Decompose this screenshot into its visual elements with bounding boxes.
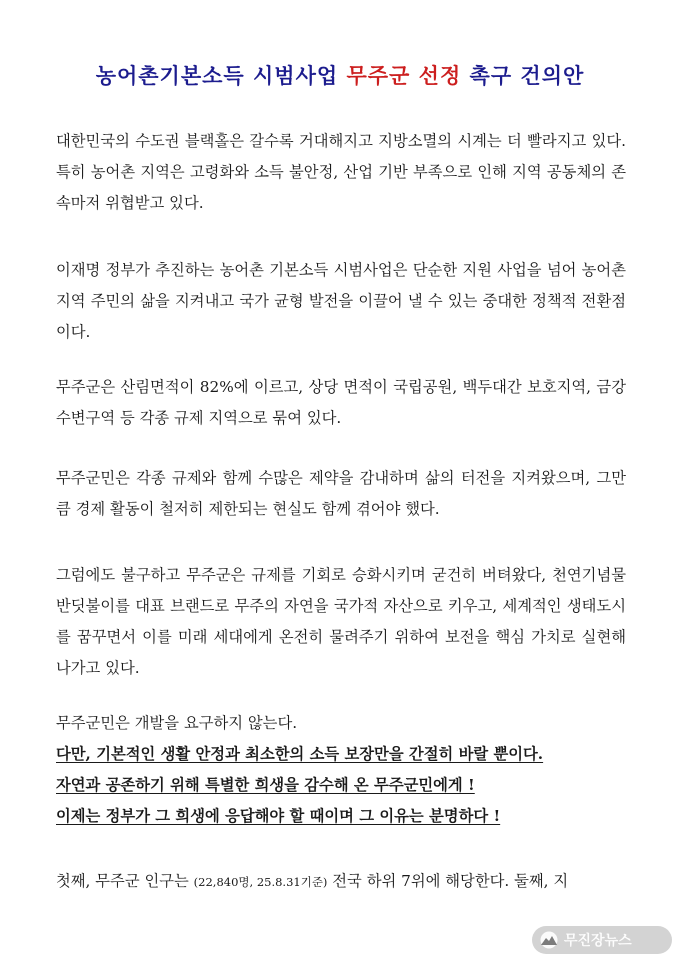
- paragraph-7-start: 첫째, 무주군 인구는: [56, 872, 194, 890]
- title-part-2: 무주군 선정: [346, 64, 462, 88]
- paragraph-4: 무주군민은 각종 규제와 함께 수많은 제약을 감내하며 삶의 터전을 지켜왔으며, 그만큼 경제 활동이 철저히 제한되는 현실도 함께 겪어야 했다.: [56, 469, 626, 518]
- paragraph-7-end: 전국 하위 7위에 해당한다. 둘째, 지: [327, 872, 569, 890]
- mountain-logo-icon: [538, 931, 560, 949]
- document-title: [0, 60, 680, 90]
- paragraph-5: 그럼에도 불구하고 무주군은 규제를 기회로 승화시키며 굳건히 버텨왔다, 천연기념물 반딧불이를 대표 브랜드로 무주의 자연을 국가적 자산으로 키우고, 세계적인 생태도시를 꿈꾸면서 이를 미래 세대에게 온전히 물려주기 위하여 보전을 핵심 가치로 실현해 나가고 있다.: [56, 566, 626, 677]
- watermark: [532, 926, 672, 954]
- emphasis-line-2: 자연과 공존하기 위해 특별한 희생을 감수해 온 무주군민에게 !: [56, 776, 475, 794]
- population-note: (22,840명, 25.8.31기준): [193, 875, 328, 889]
- paragraph-6-intro: 무주군민은 개발을 요구하지 않는다.: [56, 714, 298, 732]
- paragraph-2: 이재명 정부가 추진하는 농어촌 기본소득 시범사업은 단순한 지원 사업을 넘어 농어촌지역 주민의 삶을 지켜내고 국가 균형 발전을 이끌어 낼 수 있는 중대한 정책적 전환점이다.: [56, 261, 626, 341]
- paragraph-1: 대한민국의 수도권 블랙홀은 갈수록 거대해지고 지방소멸의 시계는 더 빨라지고 있다. 특히 농어촌 지역은 고령화와 소득 불안정, 산업 기반 부족으로 인해 지역 공동체의 존속마저 위협받고 있다.: [56, 132, 626, 212]
- emphasis-line-1: 다만, 기본적인 생활 안정과 최소한의 소득 보장만을 간절히 바랄 뿐이다.: [56, 745, 544, 763]
- title-part-3: 촉구 건의안: [469, 64, 585, 88]
- paragraph-6: [56, 708, 626, 832]
- title-part-1: 농어촌기본소득 시범사업: [95, 64, 339, 88]
- paragraph-7: [56, 866, 626, 898]
- watermark-text: 무진장뉴스: [564, 933, 632, 949]
- paragraph-3: 무주군은 산림면적이 82%에 이르고, 상당 면적이 국립공원, 백두대간 보호지역, 금강 수변구역 등 각종 규제 지역으로 묶여 있다.: [56, 378, 626, 427]
- emphasis-line-3: 이제는 정부가 그 희생에 응답해야 할 때이며 그 이유는 분명하다 !: [56, 807, 501, 825]
